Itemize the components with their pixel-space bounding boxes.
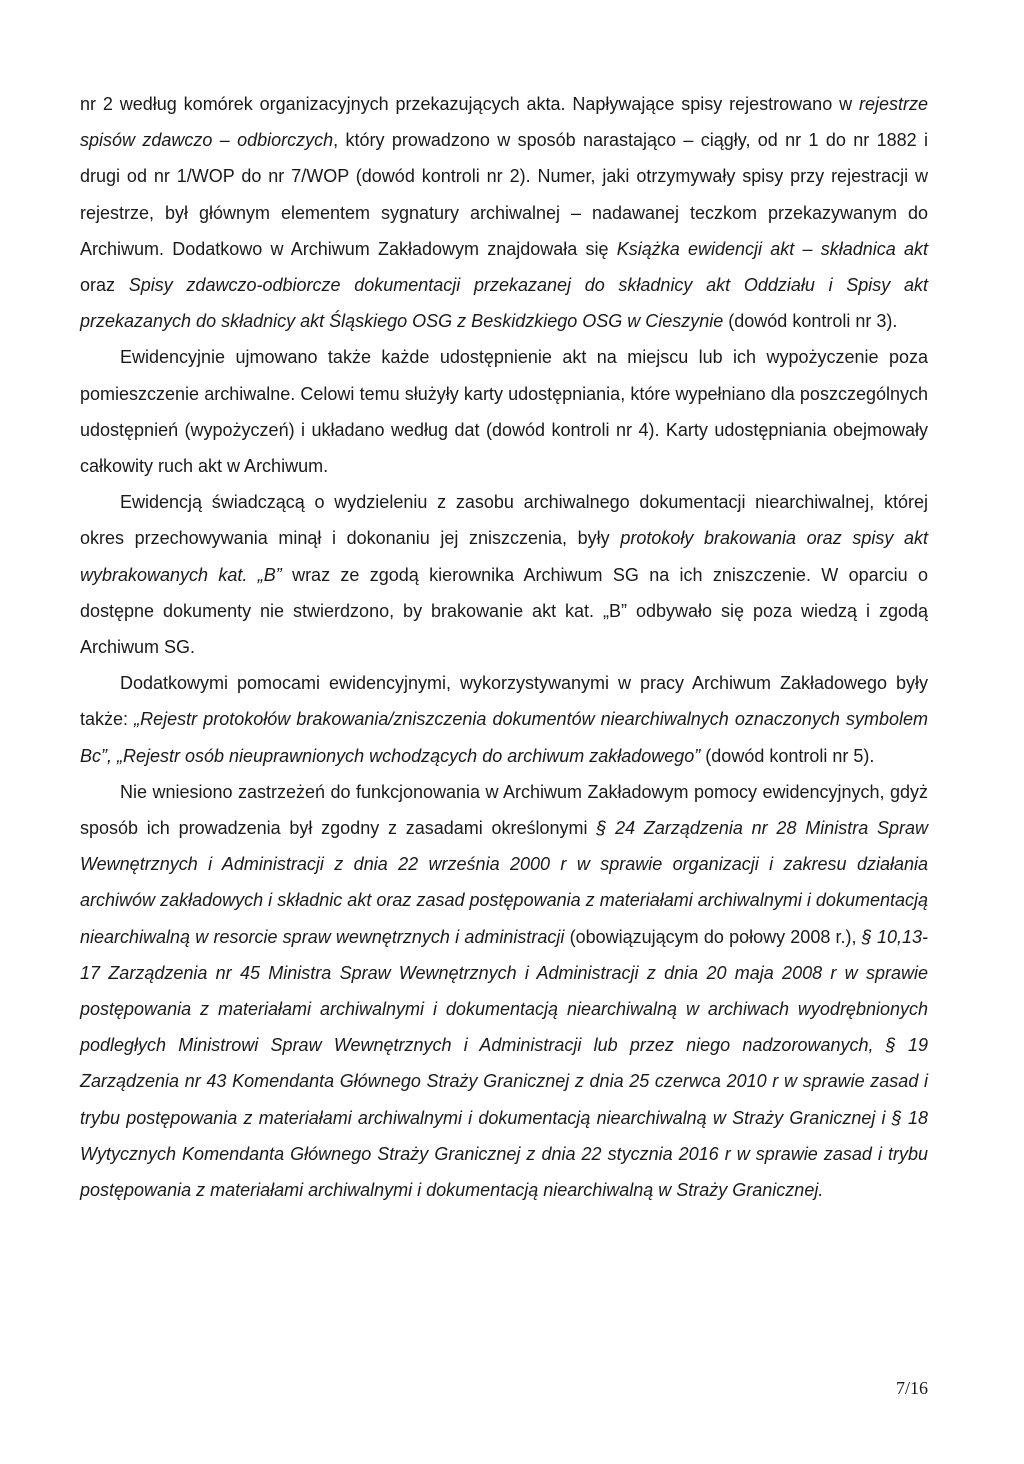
paragraph-list [80, 86, 928, 1208]
italic-text: Spisy zdawczo-odbiorcze dokumentacji przekazanej do składnicy akt Oddziału i Spisy akt przekazanych do składnicy akt Śląskiego OSG z Beskidzkiego OSG w Cieszynie [80, 275, 928, 332]
text-run: , który prowadzono w sposób narastająco – ciągły, od nr 1 do nr 1882 i drugi od nr 1/WOP do nr 7/WOP (dowód kontroli nr 2). Numer, jaki otrzymywały spisy przy rejestracji w rejestrze, był głównym elementem sygnatury archiwalnej – nadawanej teczkom przekazywanym do Archiwum. Dodatkowo w Archiwum Zakładowym znajdowała się [80, 130, 928, 259]
text-run: oraz [80, 275, 129, 296]
text-run: (dowód kontroli nr 3). [723, 311, 898, 332]
text-run: Dodatkowymi pomocami ewidencyjnymi, wykorzystywanymi w pracy Archiwum Zakładowego były także: [80, 673, 928, 730]
italic-text: protokoły brakowania oraz spisy akt wybrakowanych kat. „B” [80, 528, 928, 585]
text-run: Ewidencją świadczącą o wydzieleniu z zasobu archiwalnego dokumentacji niearchiwalnej, której okres przechowywania minął i dokonaniu jej zniszczenia, były [80, 492, 928, 549]
paragraph [80, 484, 928, 665]
text-run: nr 2 według komórek organizacyjnych przekazujących akta. Napływające spisy rejestrowano w [80, 94, 859, 114]
italic-text: „Rejestr protokołów brakowania/zniszczenia dokumentów niearchiwalnych oznaczonych symbolem Bc”, „Rejestr osób nieuprawnionych wchodzących do archiwum zakładowego” [80, 709, 928, 766]
paragraph [80, 339, 928, 484]
paragraph [80, 86, 928, 339]
text-run: (obowiązującym do połowy 2008 r.), [564, 926, 862, 947]
document-body [80, 86, 928, 1208]
italic-text: § 10,13-17 Zarządzenia nr 45 Ministra Spraw Wewnętrznych i Administracji z dnia 20 maja 2008 r w sprawie postępowania z materiałami archiwalnymi i dokumentacją niearchiwalną w archiwach wyodrębnionych podległych Ministrowi Spraw Wewnętrznych i Administracji lub przez niego nadzorowanych, § 19 Zarządzenia nr 43 Komendanta Głównego Straży Granicznej z dnia 25 czerwca 2010 r w sprawie zasad i trybu postępowania z materiałami archiwalnymi i dokumentacją niearchiwalną w Straży Granicznej i § 18 Wytycznych Komendanta Głównego Straży Granicznej z dnia 22 stycznia 2016 r w sprawie zasad i trybu postępowania z materiałami archiwalnymi i dokumentacją niearchiwalną w Straży Granicznej. [80, 926, 928, 1201]
italic-text: rejestrze spisów zdawczo – odbiorczych [80, 94, 928, 151]
italic-text: Książka ewidencji akt – składnica akt [616, 238, 928, 259]
text-run: wraz ze zgodą kierownika Archiwum SG na ich zniszczenie. W oparciu o dostępne dokumenty nie stwierdzono, by brakowanie akt kat. „B” odbywało się poza wiedzą i zgodą Archiwum SG. [80, 564, 928, 658]
text-run: (dowód kontroli nr 5). [700, 745, 875, 766]
paragraph [80, 665, 928, 774]
paragraph [80, 774, 928, 1208]
page-number: 7/16 [895, 1378, 928, 1398]
italic-text: § 24 Zarządzenia nr 28 Ministra Spraw Wewnętrznych i Administracji z dnia 22 września 2000 r w sprawie organizacji i zakresu działania archiwów zakładowych i składnic akt oraz zasad postępowania z materiałami archiwalnymi i dokumentacją niearchiwalną w resorcie spraw wewnętrznych i administracji [80, 818, 928, 947]
text-run: Nie wniesiono zastrzeżeń do funkcjonowania w Archiwum Zakładowym pomocy ewidencyjnych, gdyż sposób ich prowadzenia był zgodny z zasadami określonymi [80, 781, 928, 839]
text-run: Ewidencyjnie ujmowano także każde udostępnienie akt na miejscu lub ich wypożyczenie poza pomieszczenie archiwalne. Celowi temu służyły karty udostępniania, które wypełniano dla poszczególnych udostępnień (wypożyczeń) i układano według dat (dowód kontroli nr 4). Karty udostępniania obejmowały całkowity ruch akt w Archiwum. [80, 347, 928, 477]
